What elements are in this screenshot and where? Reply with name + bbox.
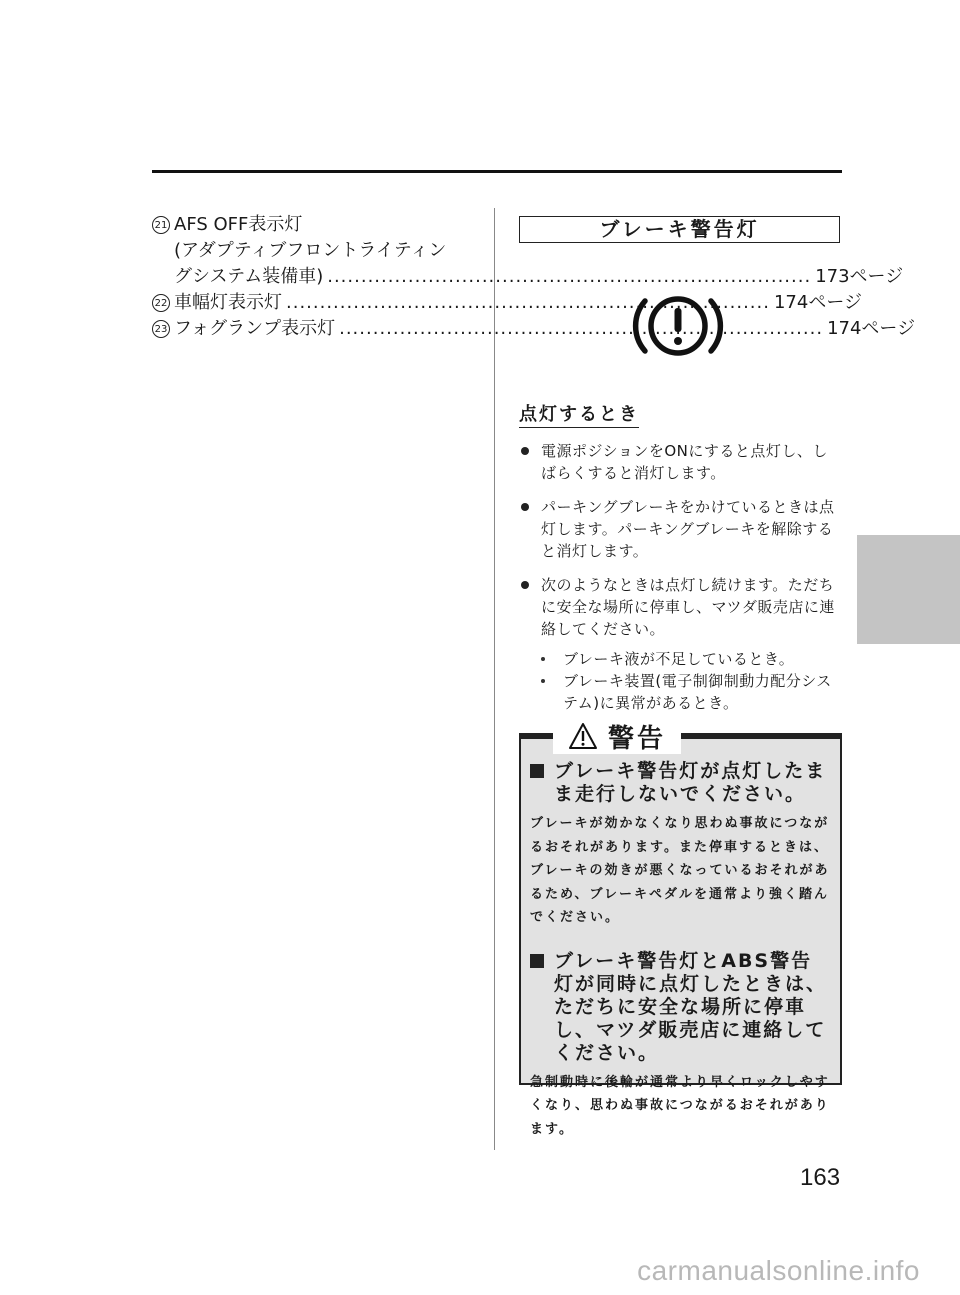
warning-text: ブレーキが効かなくなり思わぬ事故につながるおそれがあります。また停車するときは、ブレーキの効きが悪くなっているおそれがあるため、ブレーキペダルを通常より強く踏んでください。 xyxy=(530,816,830,925)
page-reference[interactable]: 174ページ xyxy=(827,318,916,339)
circled-number: 22 xyxy=(152,294,170,312)
list-item xyxy=(519,670,842,714)
item-text: 車幅灯表示灯 xyxy=(174,292,282,313)
sub-bullet-text: ブレーキ装置(電子制御制動力配分システム)に異常があるとき。 xyxy=(563,672,832,712)
section-title: ブレーキ警告灯 xyxy=(519,216,840,243)
top-rule xyxy=(152,170,842,173)
circled-number: 21 xyxy=(152,216,170,234)
page-reference[interactable]: 173ページ xyxy=(815,266,904,287)
item-text: AFS OFF表示灯 xyxy=(174,214,303,235)
warning-heading: ブレーキ警告灯とABS警告灯が同時に点灯したときは、ただちに安全な場所に停車し、マツダ販売店に連絡してください。 xyxy=(530,950,832,1065)
square-bullet-icon xyxy=(530,764,544,778)
list-item xyxy=(519,574,842,640)
list-item xyxy=(519,648,842,670)
page-number: 163 xyxy=(800,1164,841,1191)
warning-text: 急制動時に後輪が通常より早くロックしやすくなり、思わぬ事故につながるおそれがあります。 xyxy=(530,1074,830,1137)
bullet-icon xyxy=(521,503,529,511)
small-bullet-icon xyxy=(541,657,545,661)
warning-label: 警告 xyxy=(607,723,666,754)
warning-content xyxy=(530,760,832,1161)
item-text: フォグランプ表示灯 xyxy=(174,318,336,339)
watermark: carmanualsonline.info xyxy=(637,1255,920,1286)
warning-header xyxy=(553,718,681,754)
item-text: グシステム装備車) xyxy=(174,266,324,287)
sub-bullet-text: ブレーキ液が不足しているとき。 xyxy=(563,650,795,668)
chapter-side-tab xyxy=(857,535,960,644)
list-item xyxy=(152,290,862,316)
list-item xyxy=(519,496,842,562)
bullet-icon xyxy=(521,447,529,455)
bullet-text: パーキングブレーキをかけているときは点灯します。パーキングブレーキを解除すると消灯します。 xyxy=(541,498,835,560)
column-divider xyxy=(494,208,495,1150)
list-item xyxy=(152,316,916,342)
caution-triangle-icon xyxy=(568,722,598,750)
leader-dots xyxy=(327,264,811,290)
item-text: (アダプティブフロントライティン xyxy=(174,240,447,261)
condition-list xyxy=(519,440,842,714)
bullet-text: 電源ポジションをONにすると点灯し、しばらくすると消灯します。 xyxy=(541,442,828,482)
warning-heading: ブレーキ警告灯が点灯したまま走行しないでください。 xyxy=(530,760,832,806)
leader-dots xyxy=(339,316,823,342)
bullet-icon xyxy=(521,581,529,589)
list-item xyxy=(519,440,842,484)
circled-number: 23 xyxy=(152,320,170,338)
subheading: 点灯するとき xyxy=(519,404,639,428)
bullet-text: 次のようなときは点灯し続けます。ただちに安全な場所に停車し、マツダ販売店に連絡してください。 xyxy=(541,576,835,638)
page-reference[interactable]: 174ページ xyxy=(773,292,862,313)
brake-warning-icon xyxy=(623,291,733,361)
small-bullet-icon xyxy=(541,679,545,683)
square-bullet-icon xyxy=(530,954,544,968)
